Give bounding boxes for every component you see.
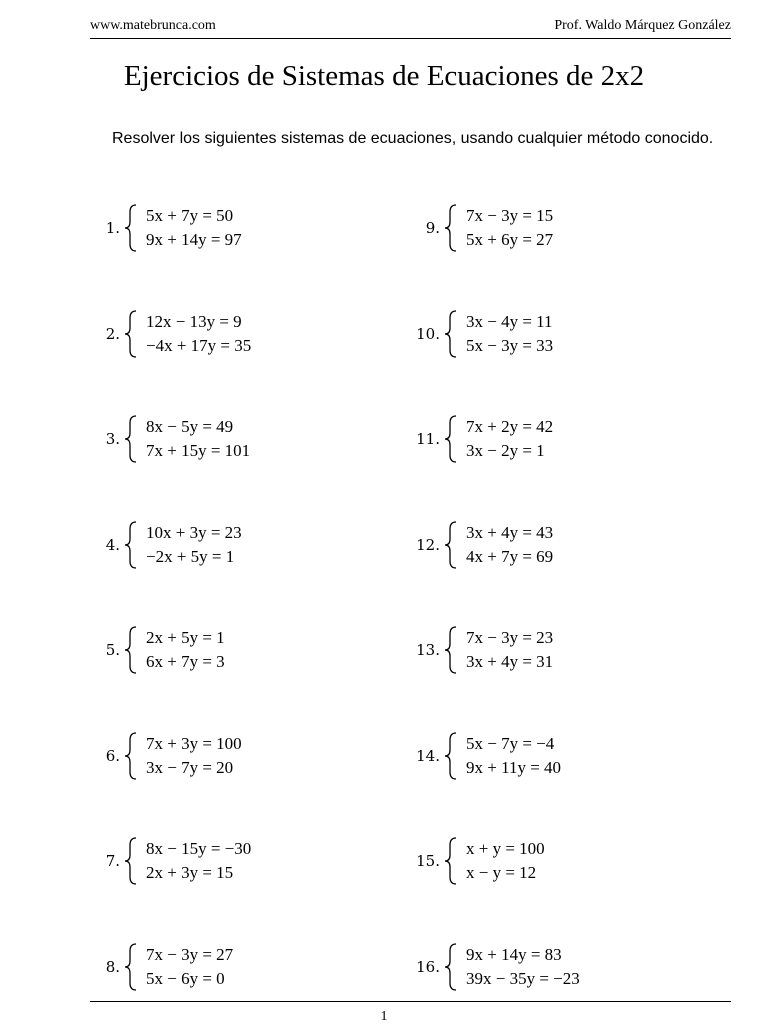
- equation-2: −4x + 17y = 35: [146, 336, 252, 355]
- brace-icon: [123, 731, 140, 781]
- equation-system: [90, 833, 251, 889]
- problem-number: 8.: [105, 958, 120, 976]
- equation-2: x − y = 12: [466, 863, 537, 882]
- equation-pair: [466, 415, 553, 463]
- equation-2: 3x + 4y = 31: [466, 652, 554, 671]
- problem-number: 10.: [416, 325, 440, 343]
- brace-icon: [443, 942, 460, 992]
- equation-system: [410, 517, 553, 573]
- equation-system: [90, 517, 242, 573]
- page-number: 1: [380, 1009, 388, 1024]
- equation-1: 7x + 3y = 100: [146, 734, 242, 753]
- equation-pair: [466, 943, 580, 991]
- brace-icon: [443, 836, 460, 886]
- brace-icon: [123, 203, 140, 253]
- equation-1: 3x − 4y = 11: [466, 312, 553, 331]
- equation-2: 5x − 3y = 33: [466, 336, 554, 355]
- equation-system: [90, 728, 242, 784]
- problem-number: 7.: [105, 852, 120, 870]
- equation-system: [90, 306, 251, 362]
- equation-pair: [146, 310, 251, 358]
- brace-icon: [123, 414, 140, 464]
- equation-1: 8x − 15y = −30: [146, 839, 252, 858]
- equation-1: 3x + 4y = 43: [466, 523, 554, 542]
- problem-number: 3.: [105, 430, 120, 448]
- brace-icon: [123, 836, 140, 886]
- brace-icon: [123, 942, 140, 992]
- equation-pair: [466, 626, 553, 674]
- equation-pair: [466, 204, 553, 252]
- brace-icon: [443, 520, 460, 570]
- equation-1: 12x − 13y = 9: [146, 312, 242, 331]
- equation-system: [410, 411, 553, 467]
- problem-number: 11.: [416, 430, 440, 448]
- problem-number: 6.: [105, 747, 120, 765]
- equation-system: [90, 200, 242, 256]
- problem-number: 13.: [416, 641, 440, 659]
- equation-1: x + y = 100: [466, 839, 545, 858]
- equation-pair: [146, 837, 251, 885]
- equation-1: 7x − 3y = 27: [146, 945, 234, 964]
- equation-2: 6x + 7y = 3: [146, 652, 225, 671]
- equation-pair: [146, 732, 242, 780]
- brace-icon: [123, 520, 140, 570]
- author-name: Prof. Waldo Márquez González: [554, 18, 731, 33]
- equation-system: [410, 622, 553, 678]
- equation-pair: [146, 521, 242, 569]
- equation-1: 7x + 2y = 42: [466, 417, 554, 436]
- equation-1: 5x + 7y = 50: [146, 206, 234, 225]
- equation-pair: [466, 837, 545, 885]
- equation-2: 5x − 6y = 0: [146, 969, 225, 988]
- equation-1: 8x − 5y = 49: [146, 417, 234, 436]
- brace-icon: [443, 414, 460, 464]
- equation-2: 9x + 14y = 97: [146, 230, 242, 249]
- problem-number: 1.: [105, 219, 120, 237]
- equation-1: 9x + 14y = 83: [466, 945, 562, 964]
- brace-icon: [443, 731, 460, 781]
- equation-pair: [466, 521, 553, 569]
- brace-icon: [443, 203, 460, 253]
- equation-1: 2x + 5y = 1: [146, 628, 225, 647]
- problem-number: 16.: [416, 958, 440, 976]
- equation-pair: [146, 943, 233, 991]
- equation-2: 4x + 7y = 69: [466, 547, 554, 566]
- equation-system: [410, 833, 545, 889]
- equation-1: 7x − 3y = 15: [466, 206, 554, 225]
- equation-2: −2x + 5y = 1: [146, 547, 235, 566]
- brace-icon: [443, 625, 460, 675]
- equation-2: 3x − 2y = 1: [466, 441, 545, 460]
- equation-pair: [146, 204, 242, 252]
- brace-icon: [123, 309, 140, 359]
- problem-number: 14.: [416, 747, 440, 765]
- equation-system: [410, 306, 553, 362]
- page-header: [90, 18, 731, 34]
- equation-2: 39x − 35y = −23: [466, 969, 580, 988]
- equation-2: 7x + 15y = 101: [146, 441, 251, 460]
- header-divider: [90, 38, 731, 39]
- equation-1: 10x + 3y = 23: [146, 523, 242, 542]
- equation-system: [410, 728, 561, 784]
- brace-icon: [443, 309, 460, 359]
- problem-number: 2.: [105, 325, 120, 343]
- equation-1: 5x − 7y = −4: [466, 734, 555, 753]
- footer-divider: [90, 1001, 731, 1002]
- website-url: www.matebrunca.com: [90, 18, 216, 33]
- page-title: Ejercicios de Sistemas de Ecuaciones de 2x2: [123, 60, 645, 92]
- brace-icon: [123, 625, 140, 675]
- equation-system: [410, 939, 580, 995]
- equation-pair: [466, 732, 561, 780]
- equation-2: 2x + 3y = 15: [146, 863, 234, 882]
- instructions-text: Resolver los siguientes sistemas de ecuaciones, usando cualquier método conocido.: [112, 130, 714, 147]
- problem-number: 4.: [105, 536, 120, 554]
- equation-pair: [466, 310, 553, 358]
- equation-system: [410, 200, 553, 256]
- equation-system: [90, 411, 250, 467]
- equation-2: 9x + 11y = 40: [466, 758, 562, 777]
- equation-system: [90, 622, 225, 678]
- equation-1: 7x − 3y = 23: [466, 628, 554, 647]
- problem-number: 12.: [416, 536, 440, 554]
- problem-number: 9.: [425, 219, 440, 237]
- problem-number: 5.: [105, 641, 120, 659]
- equation-2: 3x − 7y = 20: [146, 758, 234, 777]
- equation-pair: [146, 626, 225, 674]
- equation-system: [90, 939, 233, 995]
- equation-2: 5x + 6y = 27: [466, 230, 554, 249]
- problem-number: 15.: [416, 852, 440, 870]
- equation-pair: [146, 415, 250, 463]
